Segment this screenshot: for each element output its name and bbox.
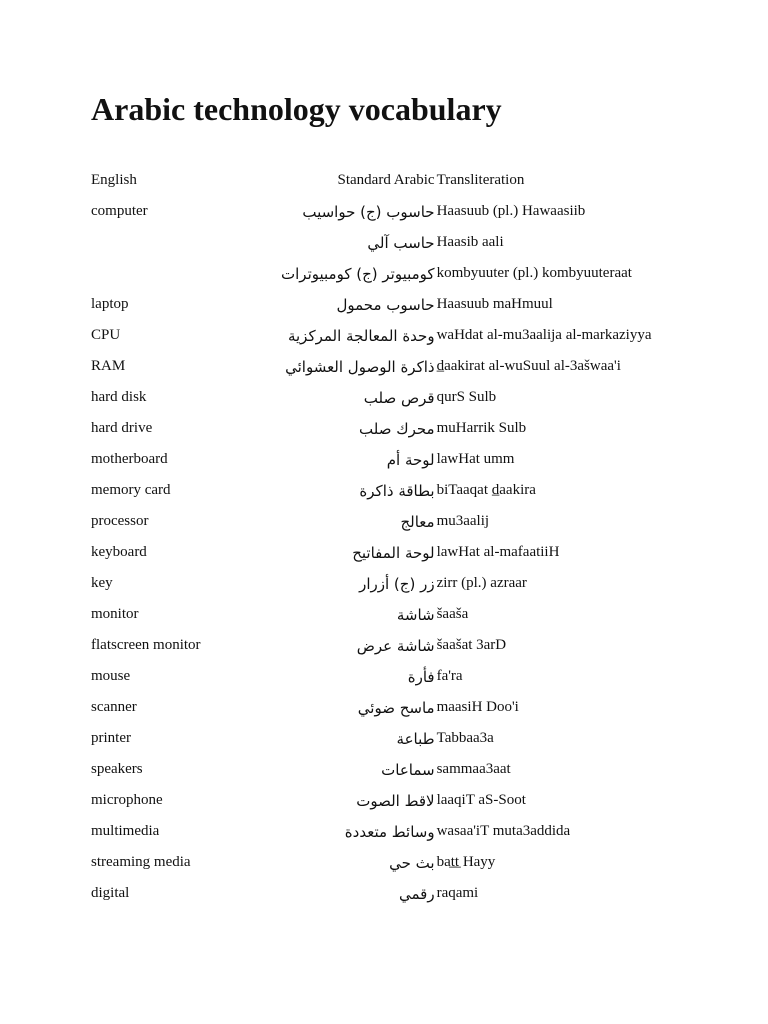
arabic-term: شاشة [396, 605, 435, 624]
table-row [91, 599, 651, 630]
transliteration-term: sammaa3aat [436, 761, 511, 777]
arabic-term: زر (ج) أزرار [359, 574, 435, 593]
table-row [91, 413, 651, 444]
transliteration-term: biTaaqat d̲aakira [436, 482, 536, 498]
transliteration-term: šaaša [436, 606, 469, 622]
header-transliteration: Transliteration [436, 172, 525, 188]
table-row [91, 320, 651, 351]
transliteration-term: lawHat umm [436, 451, 515, 467]
english-term: computer [91, 203, 148, 219]
arabic-term: لوحة المفاتيح [352, 543, 435, 562]
english-term: motherboard [91, 451, 168, 467]
english-term: CPU [91, 327, 121, 343]
arabic-term: لاقط الصوت [356, 791, 435, 810]
table-row [91, 847, 651, 878]
transliteration-term: kombyuuter (pl.) kombyuuteraat [436, 265, 632, 281]
table-header-row [91, 165, 651, 196]
arabic-term: سماعات [381, 760, 435, 779]
table-row [91, 506, 651, 537]
transliteration-term: fa'ra [436, 668, 463, 684]
english-term: monitor [91, 606, 139, 622]
table-row [91, 816, 651, 847]
arabic-term: ماسح ضوئي [357, 698, 435, 717]
english-term: multimedia [91, 823, 160, 839]
arabic-term: فأرة [407, 667, 435, 686]
arabic-term: قرص صلب [363, 388, 435, 407]
transliteration-term: šaašat 3arD [436, 637, 507, 653]
english-term: digital [91, 885, 130, 901]
transliteration-term: wasaa'iT muta3addida [436, 823, 571, 839]
transliteration-term: Haasuub maHmuul [436, 296, 553, 312]
transliteration-term: muHarrik Sulb [436, 420, 527, 436]
transliteration-term: qurS Sulb [436, 389, 497, 405]
table-row [91, 196, 651, 227]
page-title: Arabic technology vocabulary [91, 91, 502, 127]
table-row [91, 537, 651, 568]
english-term [91, 258, 281, 289]
transliteration-term: mu3aalij [436, 513, 490, 529]
transliteration-term: Tabbaa3a [436, 730, 494, 746]
transliteration-term: lawHat al-mafaatiiH [436, 544, 560, 560]
english-term [91, 227, 281, 258]
transliteration-term: raqami [436, 885, 479, 901]
header-arabic: Standard Arabic [337, 172, 435, 188]
table-row [91, 630, 651, 661]
table-row [91, 289, 651, 320]
table-row [91, 785, 651, 816]
table-row [91, 878, 651, 909]
arabic-term: ذاكرة الوصول العشوائي [285, 357, 435, 376]
english-term: processor [91, 513, 149, 529]
arabic-term: كومبيوتر (ج) كومبيوترات [281, 264, 435, 283]
arabic-term: شاشة عرض [356, 636, 435, 655]
english-term: microphone [91, 792, 163, 808]
english-term: scanner [91, 699, 137, 715]
table-row [91, 258, 651, 289]
english-term: streaming media [91, 854, 191, 870]
transliteration-term: zirr (pl.) azraar [436, 575, 527, 591]
table-row [91, 568, 651, 599]
english-term: mouse [91, 668, 131, 684]
arabic-term: وحدة المعالجة المركزية [287, 326, 435, 345]
table-row [91, 754, 651, 785]
arabic-term: محرك صلب [359, 419, 435, 438]
arabic-term: معالج [400, 512, 435, 531]
english-term: speakers [91, 761, 143, 777]
english-term: laptop [91, 296, 129, 312]
arabic-term: بث حي [389, 853, 435, 872]
vocabulary-table [91, 165, 651, 909]
table-row [91, 382, 651, 413]
table-row [91, 351, 651, 382]
transliteration-term: bat̲t̲ Hayy [436, 854, 496, 870]
arabic-term: وسائط متعددة [344, 822, 435, 841]
english-term: printer [91, 730, 131, 746]
table-row [91, 661, 651, 692]
table-row [91, 692, 651, 723]
english-term: hard drive [91, 420, 153, 436]
transliteration-term: laaqiT aS-Soot [436, 792, 526, 808]
transliteration-term: Haasib aali [436, 234, 504, 250]
arabic-term: حاسوب (ج) حواسيب [302, 202, 435, 221]
english-term: flatscreen monitor [91, 637, 201, 653]
english-term: hard disk [91, 389, 147, 405]
transliteration-term: Haasuub (pl.) Hawaasiib [436, 203, 586, 219]
arabic-term: بطاقة ذاكرة [359, 481, 435, 500]
transliteration-term: maasiH Doo'i [436, 699, 519, 715]
arabic-term: رقمي [398, 884, 435, 903]
transliteration-term: d̲aakirat al-wuSuul al-3ašwaa'i [436, 358, 621, 374]
arabic-term: لوحة أم [386, 450, 435, 469]
header-english: English [91, 172, 137, 188]
table-row [91, 475, 651, 506]
transliteration-term: waHdat al-mu3aalija al-markaziyya [436, 327, 652, 343]
english-term: memory card [91, 482, 171, 498]
arabic-term: حاسب آلي [367, 233, 435, 252]
table-row [91, 723, 651, 754]
table-row [91, 444, 651, 475]
english-term: key [91, 575, 113, 591]
arabic-term: حاسوب محمول [336, 295, 435, 314]
arabic-term: طباعة [396, 729, 435, 748]
table-row [91, 227, 651, 258]
english-term: keyboard [91, 544, 147, 560]
english-term: RAM [91, 358, 126, 374]
